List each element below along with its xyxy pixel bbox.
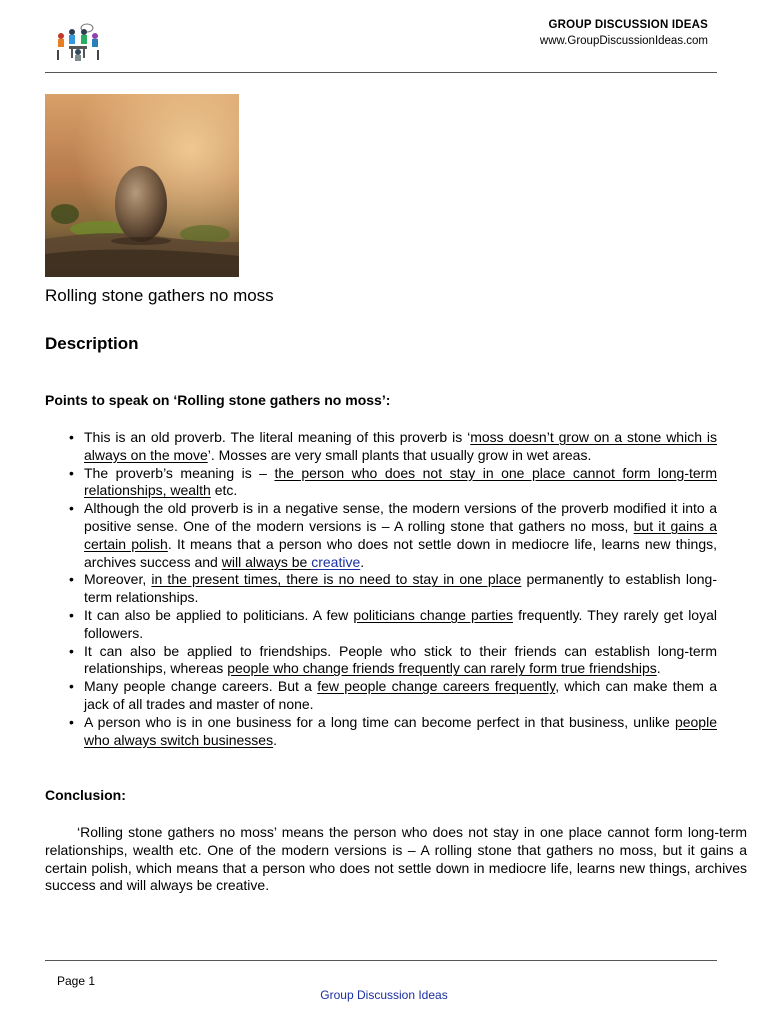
document-title: Rolling stone gathers no moss <box>45 286 274 305</box>
bullet-text: ’. Mosses are very small plants that usually grow in wet areas. <box>207 446 592 463</box>
creative-link[interactable]: creative <box>311 553 361 570</box>
bullet-text: Although the old proverb is in a negative sense, the modern versions of the proverb modified it into a positive sense. One of the modern versions is – A rolling stone that gathers no moss, <box>84 500 717 534</box>
group-discussion-logo-icon <box>53 22 103 62</box>
bullet-text: . <box>360 553 365 570</box>
footer-divider <box>45 960 717 961</box>
bullet-item <box>45 714 717 750</box>
underlined-phrase: will always be <box>221 553 312 570</box>
page-header <box>45 14 717 72</box>
bullet-item <box>45 500 717 571</box>
bullet-text: frequently. They rarely get loyal followers. <box>84 606 717 641</box>
bullet-item <box>45 429 717 465</box>
underlined-phrase: politicians change parties <box>353 606 513 623</box>
underlined-phrase: but it gains a certain polish <box>84 517 717 552</box>
bullet-text: A person who is in one business for a long time can become perfect in that business, unlike <box>84 713 675 730</box>
points-heading: Points to speak on ‘Rolling stone gathers no moss’: <box>45 392 391 408</box>
bullet-item <box>45 678 717 714</box>
bullet-text: , which can make them a jack of all trades and master of none. <box>84 678 717 712</box>
conclusion-heading: Conclusion: <box>45 787 126 803</box>
site-url[interactable]: www.GroupDiscussionIdeas.com <box>539 35 708 47</box>
site-title: GROUP DISCUSSION IDEAS <box>548 19 708 31</box>
bullet-text: The proverb’s meaning is – <box>84 464 275 481</box>
bullet-text: Moreover, <box>84 571 152 588</box>
bullet-text: It can also be applied to politicians. A few <box>84 606 354 623</box>
points-list <box>45 429 717 749</box>
bullet-text: This is an old proverb. The literal meaning of this proverb is ‘ <box>84 429 471 445</box>
header-divider <box>45 72 717 73</box>
bullet-item <box>45 643 717 679</box>
underlined-phrase: moss doesn’t grow on a stone which is always on the move <box>84 429 717 463</box>
bullet-text: etc. <box>210 482 238 499</box>
bullet-text: . <box>656 660 661 677</box>
bullet-item <box>45 571 717 607</box>
bullet-text: . <box>273 731 277 748</box>
bullet-text: . It means that a person who does not settle down in mediocre life, learns new things, archives success and <box>84 535 717 570</box>
underlined-phrase: few people change careers frequently <box>317 678 556 695</box>
rolling-stone-photo <box>45 94 239 277</box>
underlined-phrase: people who change friends frequently can rarely form true friendships <box>227 660 657 677</box>
bullet-item <box>45 607 717 643</box>
underlined-phrase: the person who does not stay in one place cannot form long-term relationships, wealth <box>84 464 718 499</box>
page-number: Page 1 <box>57 974 96 988</box>
bullet-text: permanently to establish long-term relationships. <box>84 571 717 606</box>
bullet-text: It can also be applied to friendships. People who stick to their friends can establish long-term relationships, whereas <box>84 642 717 677</box>
underlined-phrase: in the present times, there is no need to stay in one place <box>151 571 522 588</box>
bullet-item <box>45 465 717 501</box>
underlined-phrase: people who always switch businesses <box>84 713 717 748</box>
footer-site-name[interactable]: Group Discussion Ideas <box>320 988 448 1002</box>
description-heading: Description <box>45 334 139 353</box>
conclusion-paragraph: ‘Rolling stone gathers no moss’ means the person who does not stay in one place cannot form long-term relationships, wealth etc. One of the modern versions is – A rolling stone that gathers no moss, but it gains a certain polish, which means that a person who does not settle down in mediocre life, learns new things, archives success and will always be creative. <box>45 824 747 894</box>
bullet-text: Many people change careers. But a <box>84 678 318 695</box>
